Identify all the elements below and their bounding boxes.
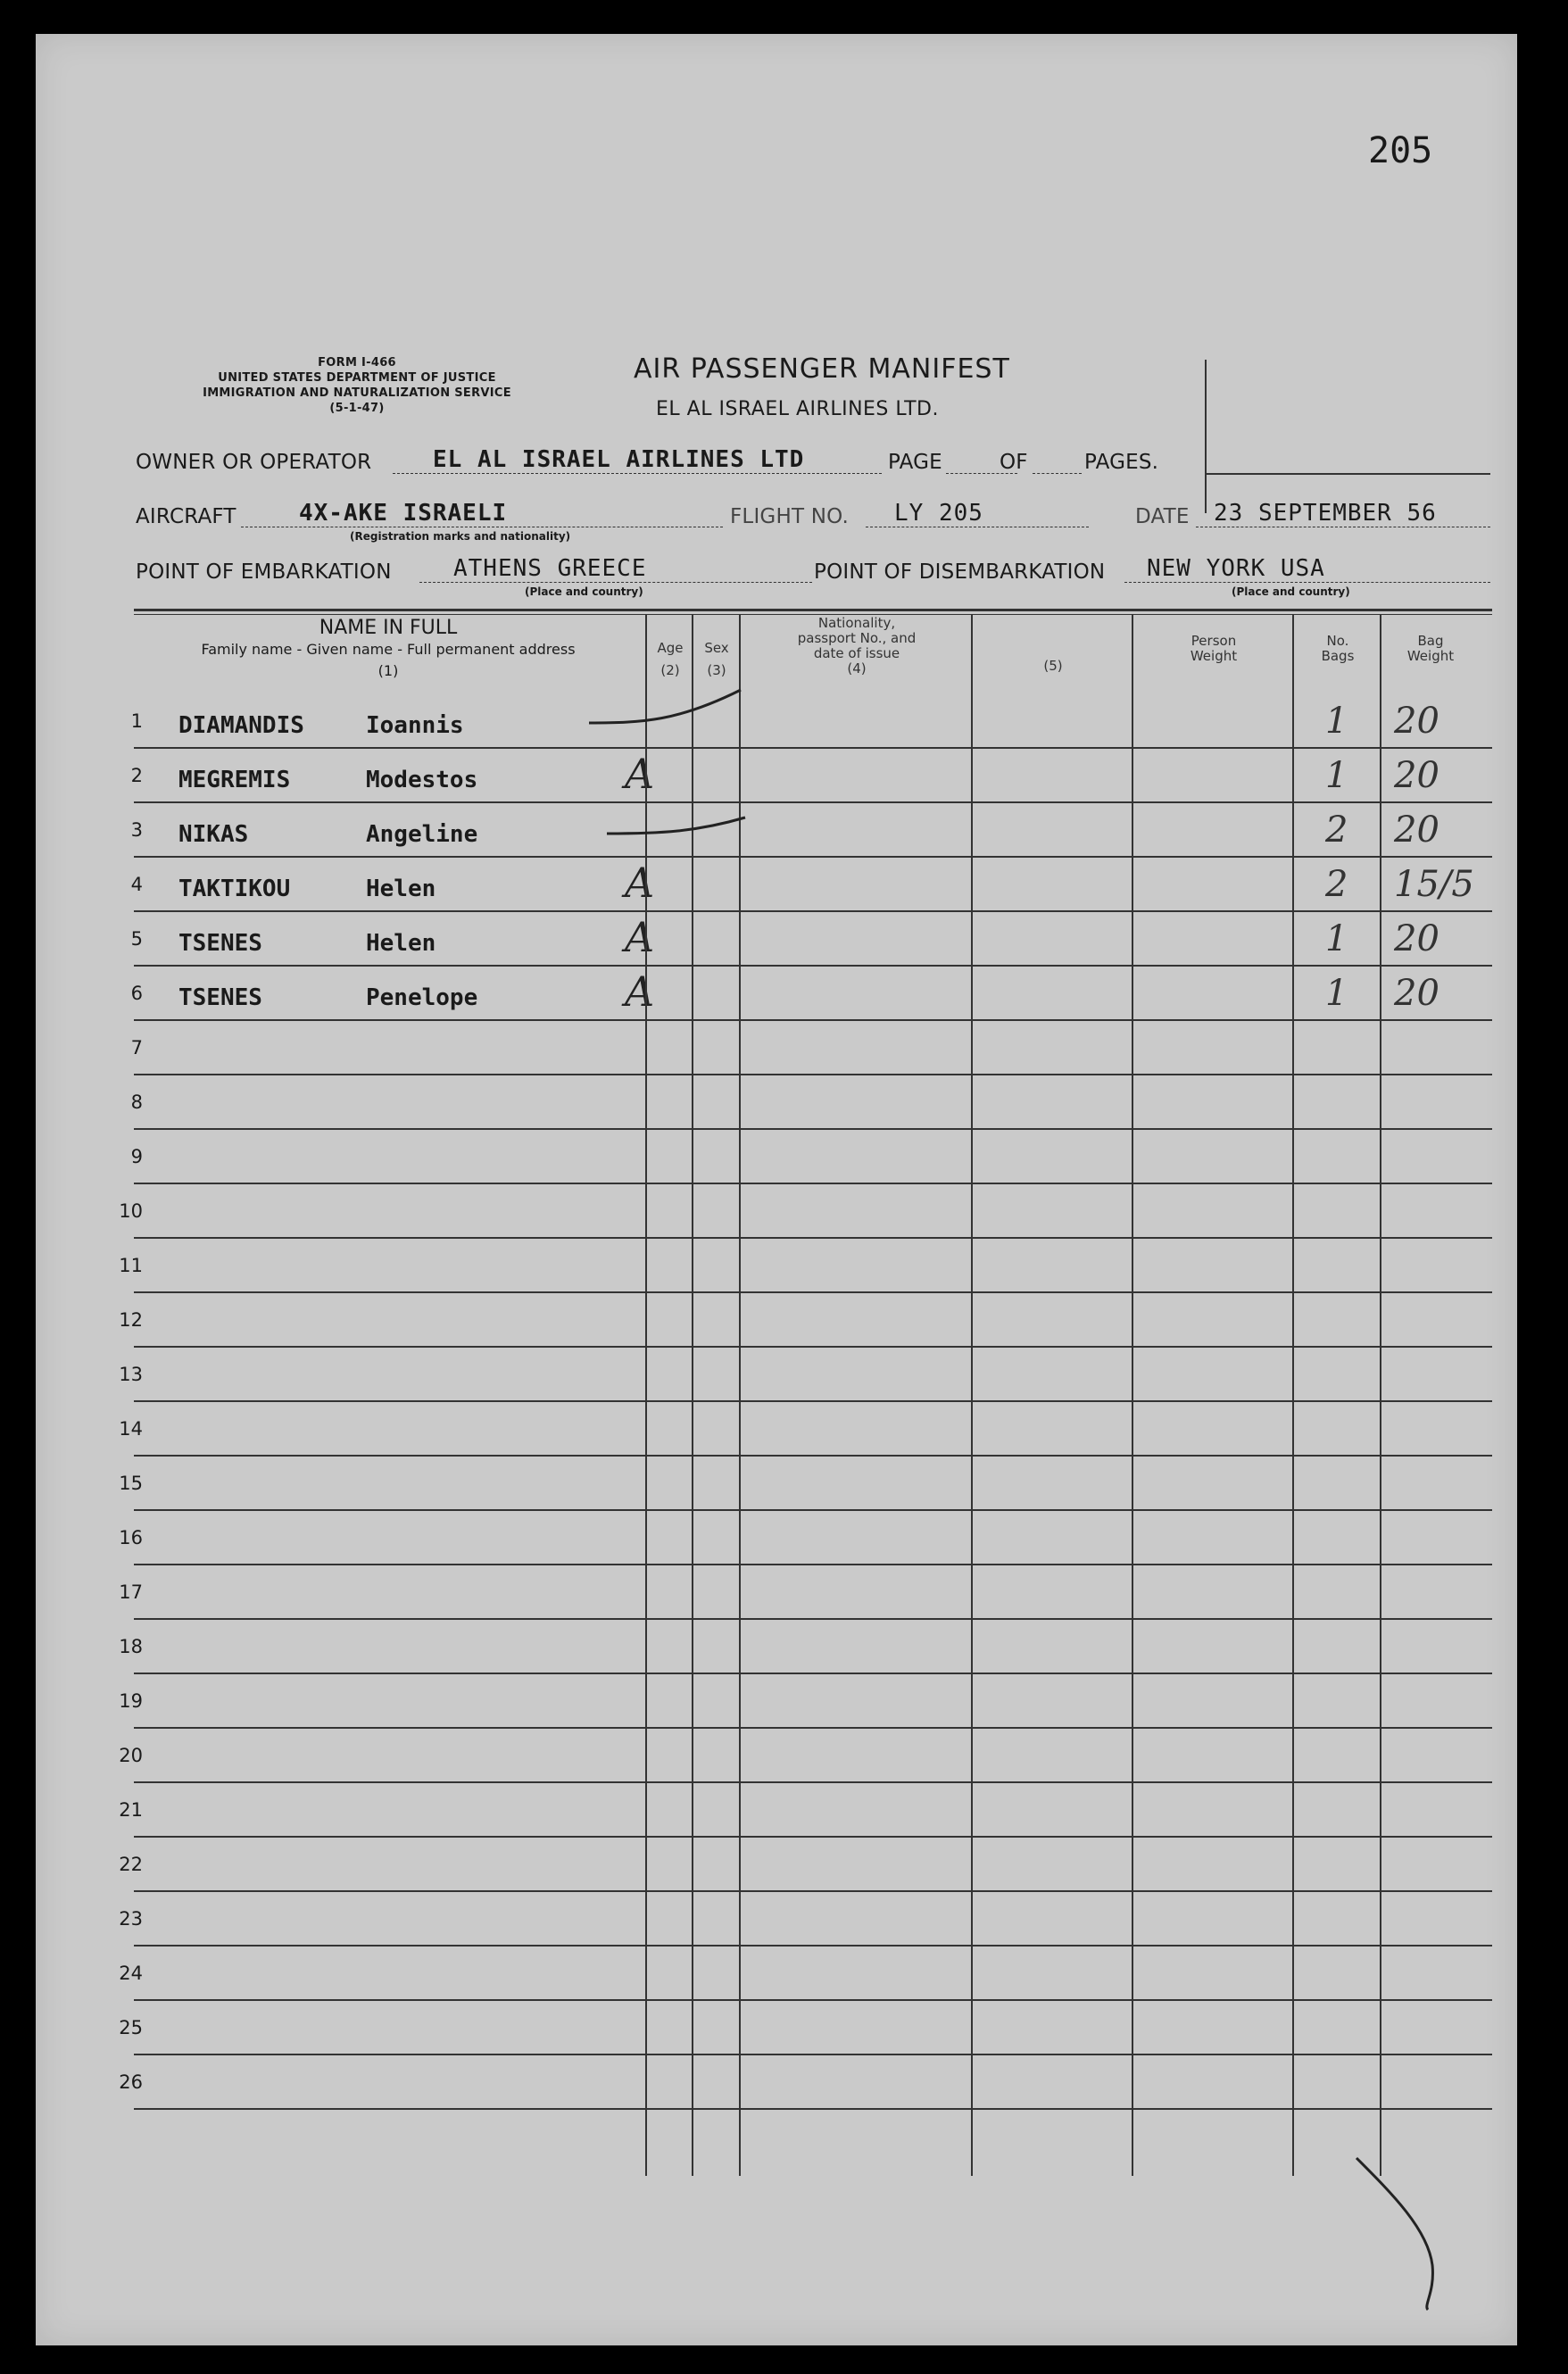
row-number: 17 <box>119 1581 143 1603</box>
embarkation-note: (Place and country) <box>525 585 643 598</box>
embarkation-value: ATHENS GREECE <box>453 555 647 582</box>
col-name-number: (1) <box>377 662 399 679</box>
given-name: Helen <box>366 876 436 902</box>
closing-slash-mark <box>1356 2158 1432 2310</box>
disembarkation-note: (Place and country) <box>1232 585 1350 598</box>
bag-weight: 20 <box>1394 973 1439 1014</box>
col-person-line2: Weight <box>1190 648 1238 664</box>
age-mark: A <box>625 750 655 798</box>
row-number: 22 <box>119 1854 143 1875</box>
row-number: 1 <box>130 710 143 732</box>
family-name: TAKTIKOU <box>178 876 291 902</box>
row-number: 15 <box>119 1473 143 1494</box>
airline-subtitle: EL AL ISRAEL AIRLINES LTD. <box>656 398 939 420</box>
row-number: 24 <box>119 1963 143 1984</box>
family-name: NIKAS <box>178 821 249 848</box>
row-number: 14 <box>119 1418 143 1440</box>
row-number: 4 <box>130 874 143 895</box>
row-number: 2 <box>130 765 143 786</box>
aircraft-value: 4X-AKE ISRAELI <box>299 500 508 527</box>
row-number: 26 <box>119 2071 143 2093</box>
col-nat-line1: Nationality, <box>817 615 896 631</box>
row-number: 7 <box>130 1037 143 1058</box>
handwritten-annotations <box>36 34 1517 2345</box>
age-mark: A <box>625 967 655 1016</box>
bag-count: 1 <box>1325 973 1348 1014</box>
family-name: DIAMANDIS <box>178 712 304 739</box>
page-label: PAGE <box>888 451 942 474</box>
flight-label: FLIGHT NO. <box>730 505 849 528</box>
col-nat-line2: passport No., and <box>797 630 917 646</box>
owner-label: OWNER OR OPERATOR <box>136 451 372 474</box>
given-name: Modestos <box>366 767 478 793</box>
bag-weight: 20 <box>1394 809 1439 851</box>
bag-weight: 20 <box>1394 755 1439 796</box>
col-bagw-line2: Weight <box>1406 648 1455 664</box>
strike-row-1 <box>589 690 741 723</box>
row-number: 13 <box>119 1364 143 1385</box>
page-title: AIR PASSENGER MANIFEST <box>634 353 1010 385</box>
col-age-number: (2) <box>660 662 680 678</box>
flight-value: LY 205 <box>894 500 983 527</box>
col-nat-number: (4) <box>847 660 867 677</box>
bag-count: 2 <box>1325 864 1348 905</box>
given-name: Angeline <box>366 821 478 848</box>
col-sex-number: (3) <box>707 662 726 678</box>
service-name: IMMIGRATION AND NATURALIZATION SERVICE <box>203 386 511 400</box>
page-number: 205 <box>1368 130 1433 171</box>
row-number: 11 <box>119 1255 143 1276</box>
bag-count: 2 <box>1325 809 1348 851</box>
row-number: 16 <box>119 1527 143 1548</box>
bag-weight: 20 <box>1394 918 1439 959</box>
row-number: 8 <box>130 1092 143 1113</box>
row-number: 21 <box>119 1799 143 1821</box>
given-name: Penelope <box>366 984 478 1011</box>
strike-row-3 <box>607 818 745 834</box>
row-number: 9 <box>130 1146 143 1167</box>
bag-count: 1 <box>1325 755 1348 796</box>
date-label: DATE <box>1135 505 1190 528</box>
bag-count: 1 <box>1325 918 1348 959</box>
bag-weight: 15/5 <box>1394 864 1474 905</box>
row-number: 5 <box>130 928 143 950</box>
aircraft-note: (Registration marks and nationality) <box>350 530 571 543</box>
row-number: 6 <box>130 983 143 1004</box>
col-bags-line2: Bags <box>1321 648 1355 664</box>
col-name-subtitle: Family name - Given name - Full permanent address <box>201 641 576 658</box>
family-name: MEGREMIS <box>178 767 291 793</box>
col-age-label: Age <box>657 640 684 656</box>
col-sex-label: Sex <box>704 640 729 656</box>
bag-weight: 20 <box>1394 701 1439 742</box>
pages-label: PAGES. <box>1084 451 1159 474</box>
department-name: UNITED STATES DEPARTMENT OF JUSTICE <box>218 371 496 385</box>
row-number: 10 <box>119 1200 143 1222</box>
col-person-line1: Person <box>1191 633 1237 649</box>
date-value: 23 SEPTEMBER 56 <box>1214 500 1437 527</box>
form-date: (5-1-47) <box>329 402 385 415</box>
disembarkation-label: POINT OF DISEMBARKATION <box>814 560 1106 584</box>
row-number: 20 <box>119 1745 143 1766</box>
col-5-header: (5) <box>1043 658 1063 674</box>
family-name: TSENES <box>178 930 262 957</box>
age-mark: A <box>625 913 655 961</box>
aircraft-label: AIRCRAFT <box>136 505 236 528</box>
row-number: 19 <box>119 1690 143 1712</box>
given-name: Helen <box>366 930 436 957</box>
row-number: 3 <box>130 819 143 841</box>
row-number: 12 <box>119 1309 143 1331</box>
age-mark: A <box>625 859 655 907</box>
of-label: OF <box>1000 451 1028 474</box>
manifest-sheet <box>36 34 1517 2345</box>
row-number: 25 <box>119 2017 143 2038</box>
disembarkation-value: NEW YORK USA <box>1147 555 1325 582</box>
col-nat-line3: date of issue <box>813 645 900 661</box>
family-name: TSENES <box>178 984 262 1011</box>
row-number: 18 <box>119 1636 143 1657</box>
embarkation-label: POINT OF EMBARKATION <box>136 560 392 584</box>
given-name: Ioannis <box>366 712 464 739</box>
owner-value: EL AL ISRAEL AIRLINES LTD <box>433 446 805 473</box>
bag-count: 1 <box>1325 701 1348 742</box>
col-bags-line1: No. <box>1326 633 1349 649</box>
form-number: FORM I-466 <box>318 356 396 369</box>
col-name-title: NAME IN FULL <box>319 617 458 639</box>
col-bagw-line1: Bag <box>1417 633 1444 649</box>
row-number: 23 <box>119 1908 143 1930</box>
